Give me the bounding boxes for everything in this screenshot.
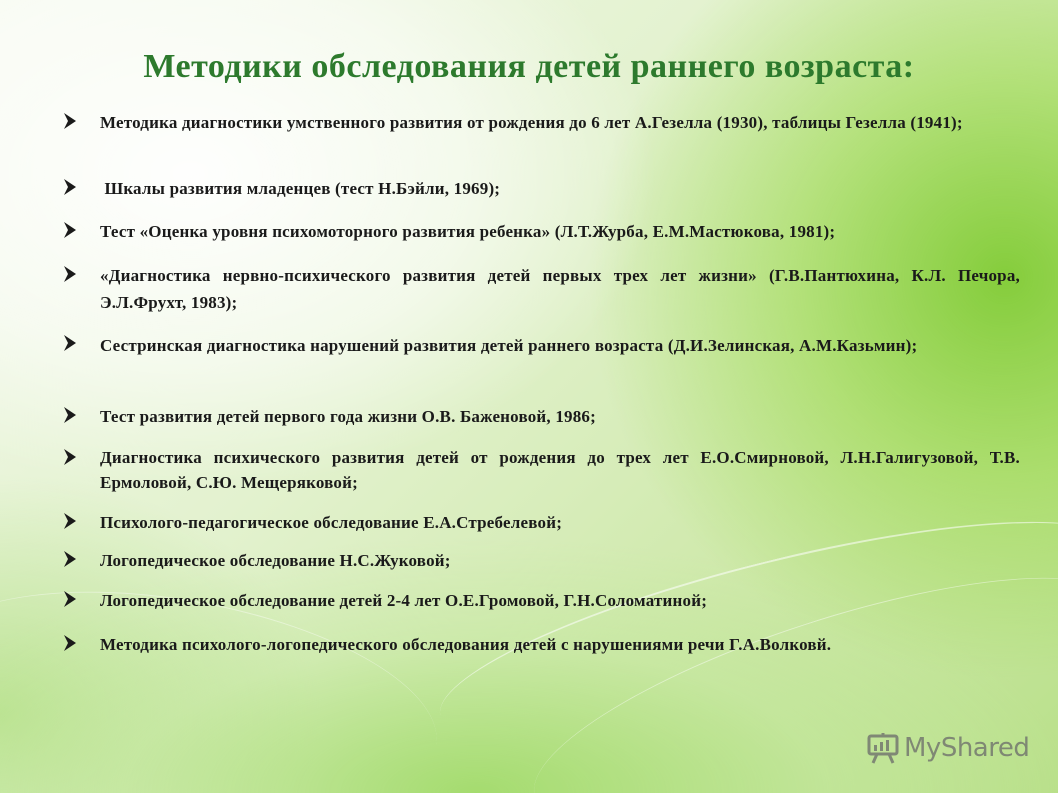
list-item (62, 218, 1020, 245)
list-item (62, 445, 1020, 495)
list-item-text: Психолого-педагогическое обследование Е.А.Стребелевой; (100, 513, 563, 532)
list-item-text: Логопедическое обследование Н.С.Жуковой; (100, 551, 451, 570)
list-item-text: «Диагностика нервно-психического развития детей первых трех лет жизни» (Г.В.Пантюхина, К.Л. Печора, Э.Л.Фрухт, 1983); (100, 266, 1020, 312)
list-item-text: Диагностика психического развития детей от рождения до трех лет Е.О.Смирновой, Л.Н.Галигузовой, Т.В. Ермоловой, С.Ю. Мещеряковой; (100, 448, 1020, 492)
list-item (62, 509, 1020, 536)
list-item-text: Тест «Оценка уровня психомоторного развития ребенка» (Л.Т.Журба, Е.М.Мастюкова, 1981); (100, 222, 836, 241)
arrow-bullet-icon (62, 588, 80, 610)
list-item (62, 631, 1020, 658)
arrow-bullet-icon (62, 548, 80, 570)
arrow-bullet-icon (62, 176, 80, 198)
arrow-bullet-icon (62, 404, 80, 426)
list-item-text: Логопедическое обследование детей 2-4 лет О.Е.Громовой, Г.Н.Соломатиной; (100, 591, 708, 610)
list-item-text: Шкалы развития младенцев (тест Н.Бэйли, 1969); (100, 179, 501, 198)
list-item (62, 547, 1020, 574)
presentation-board-icon (866, 731, 900, 765)
arrow-bullet-icon (62, 110, 80, 132)
list-item-text: Сестринская диагностика нарушений развития детей раннего возраста (Д.И.Зелинская, А.М.Казьмин); (100, 336, 918, 355)
slide-title: Методики обследования детей раннего возраста: (143, 48, 915, 85)
arrow-bullet-icon (62, 219, 80, 241)
list-item (62, 587, 1020, 614)
arrow-bullet-icon (62, 332, 80, 354)
list-item (62, 175, 1020, 202)
list-item (62, 109, 1020, 136)
arrow-bullet-icon (62, 510, 80, 532)
list-item (62, 262, 1020, 316)
watermark-text: MyShared (904, 733, 1030, 763)
list-item-text: Методика психолого-логопедического обследования детей с нарушениями речи Г.А.Волковй. (100, 635, 832, 654)
list-item-text: Методика диагностики умственного развития от рождения до 6 лет А.Гезелла (1930), таблицы Гезелла (1941); (100, 113, 963, 132)
list-item-text: Тест развития детей первого года жизни О.В. Баженовой, 1986; (100, 407, 596, 426)
watermark-logo (866, 730, 1029, 766)
list-item (62, 403, 1020, 430)
arrow-bullet-icon (62, 446, 80, 468)
list-item (62, 331, 1020, 360)
arrow-bullet-icon (62, 632, 80, 654)
arrow-bullet-icon (62, 263, 80, 285)
